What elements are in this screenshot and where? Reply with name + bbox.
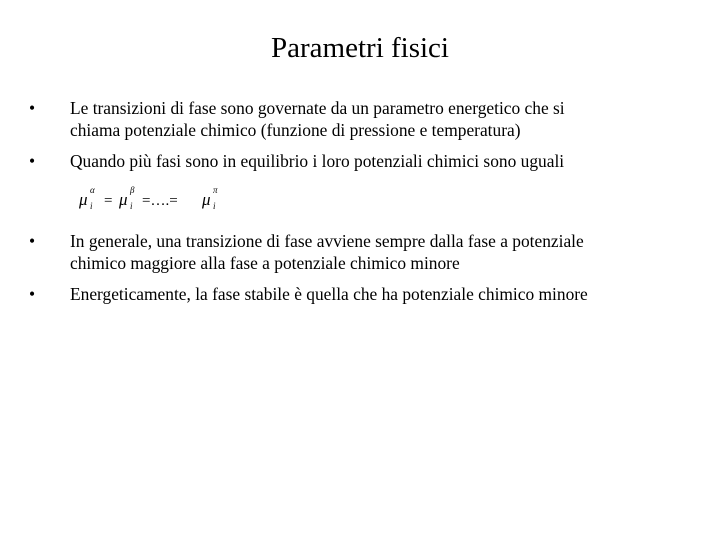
bullet-text-continued: chiama potenziale chimico (funzione di pressione e temperatura)	[70, 120, 521, 140]
superscript-alpha: α	[90, 185, 95, 195]
subscript-i: i	[213, 201, 216, 211]
mu-symbol: μ	[79, 190, 88, 209]
superscript-pi: π	[213, 185, 218, 195]
bullet-icon: •	[29, 231, 36, 251]
bullet-item	[29, 230, 685, 274]
mu-symbol: μ	[202, 190, 211, 209]
bullet-item	[29, 97, 685, 141]
mu-symbol: μ	[119, 190, 128, 209]
ellipsis-equals: =….=	[142, 193, 178, 209]
subscript-i: i	[90, 201, 93, 211]
bullet-item	[29, 283, 685, 305]
bullet-list	[29, 97, 685, 305]
equals-sign: =	[104, 193, 113, 209]
equation-graphic	[79, 183, 279, 213]
superscript-beta: β	[130, 185, 135, 195]
bullet-text: Energeticamente, la fase stabile è quella che ha potenziale chimico minore	[70, 284, 588, 304]
bullet-icon: •	[29, 151, 36, 171]
bullet-text: Quando più fasi sono in equilibrio i loro potenziali chimici sono uguali	[70, 151, 565, 171]
bullet-icon: •	[29, 98, 36, 118]
bullet-icon: •	[29, 284, 36, 304]
subscript-i: i	[130, 201, 133, 211]
bullet-item	[29, 150, 685, 172]
bullet-text: Le transizioni di fase sono governate da un parametro energetico che si	[70, 98, 565, 118]
slide-title: Parametri fisici	[271, 32, 449, 64]
chemical-potential-equation	[29, 172, 685, 230]
bullet-text: In generale, una transizione di fase avviene sempre dalla fase a potenziale	[70, 231, 584, 251]
bullet-text-continued: chimico maggiore alla fase a potenziale chimico minore	[70, 253, 460, 273]
